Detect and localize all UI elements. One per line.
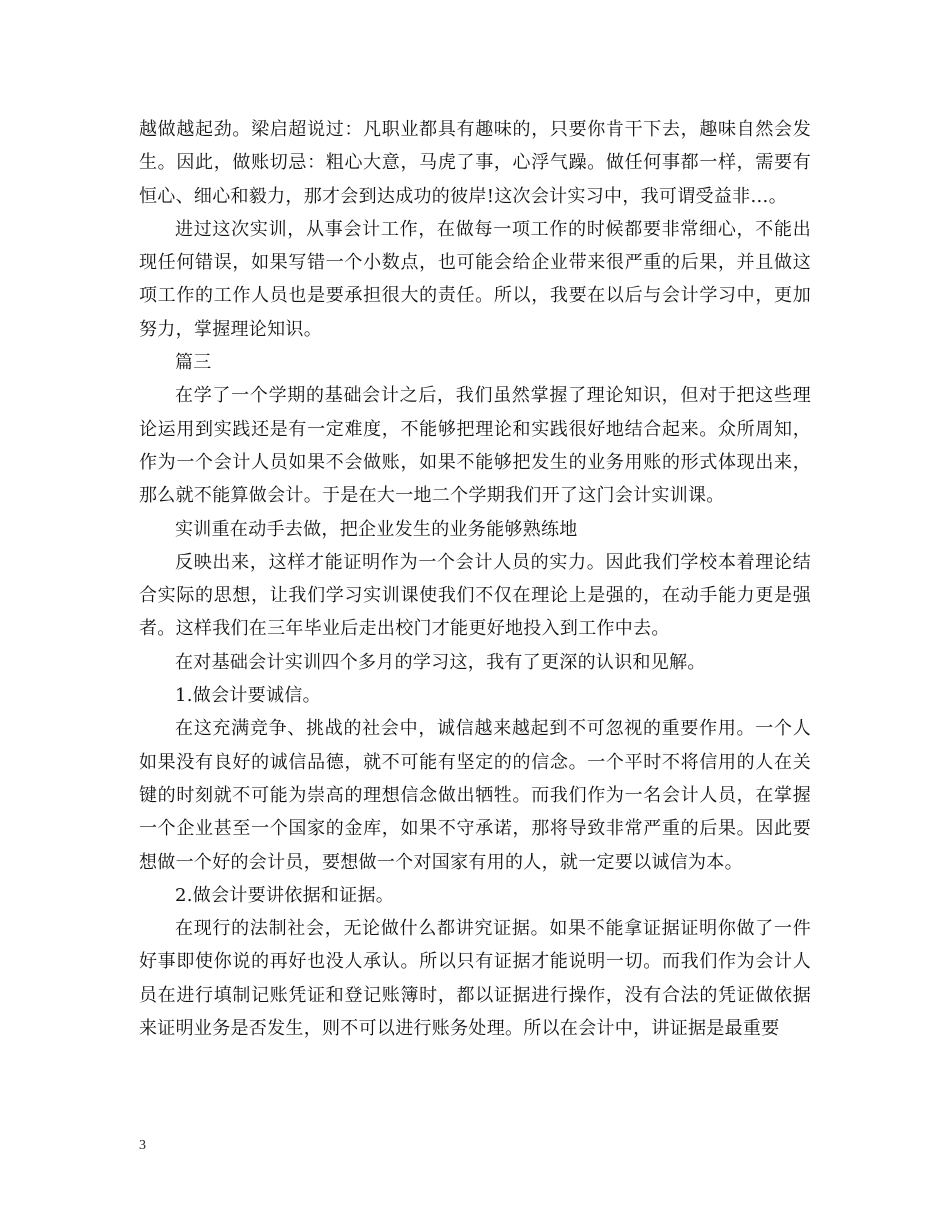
paragraph-2: 进过这次实训，从事会计工作，在做每一项工作的时候都要非常细心，不能出现任何错误，如果写错一个小数点，也可能会给企业带来很严重的后果，并且做这项工作的工作人员也是要承担很大的责任。所以，我要在以后与会计学习中，更加努力，掌握理论知识。 xyxy=(139,218,811,340)
section-heading: 篇三 xyxy=(175,352,212,374)
list-heading-2: 2.做会计要讲依据和证据。 xyxy=(175,884,395,906)
paragraph-7: 在对基础会计实训四个多月的学习这，我有了更深的认识和见解。 xyxy=(175,651,706,673)
paragraph-11: 在现行的法制社会，无论做什么都讲究证据。如果不能拿证据证明你做了一件好事即使你说的再好也没人承认。所以只有证据才能说明一切。而我们作为会计人员在进行填制记账凭证和登记账簿时，都以证据进行操作，没有合法的凭证做依据来证明业务是否发生，则不可以进行账务处理。所以在会计中，讲证据是最重要 xyxy=(139,918,811,1040)
paragraph-6: 反映出来，这样才能证明作为一个会计人员的实力。因此我们学校本着理论结合实际的思想，让我们学习实训课使我们不仅在理论上是强的，在动手能力更是强者。这样我们在三年毕业后走出校门才能更好地投入到工作中去。 xyxy=(139,551,811,640)
paragraph-4: 在学了一个学期的基础会计之后，我们虽然掌握了理论知识，但对于把这些理论运用到实践还是有一定难度，不能够把理论和实践很好地结合起来。众所周知，作为一个会计人员如果不会做账，如果不能够把发生的业务用账的形式体现出来，那么就不能算做会计。于是在大一地二个学期我们开了这门会计实训课。 xyxy=(139,385,811,507)
paragraph-1: 越做越起劲。梁启超说过：凡职业都具有趣味的，只要你肯干下去，趣味自然会发生。因此，做账切忌：粗心大意，马虎了事，心浮气躁。做任何事都一样，需要有恒心、细心和毅力，那才会到达成功的彼岸!这次会计实习中，我可谓受益非…。 xyxy=(139,119,811,207)
list-heading-1: 1.做会计要诚信。 xyxy=(175,685,321,707)
paragraph-5: 实训重在动手去做，把企业发生的业务能够熟练地 xyxy=(175,518,578,540)
body-text xyxy=(139,113,811,1045)
paragraph-9: 在这充满竞争、挑战的社会中，诚信越来越起到不可忽视的重要作用。一个人如果没有良好的诚信品德，就不可能有坚定的的信念。一个平时不将信用的人在关键的时刻就不可能为崇高的理想信念做出牺牲。而我们作为一名会计人员，在掌握一个企业甚至一个国家的金库，如果不守承诺，那将导致非常严重的后果。因此要想做一个好的会计员，要想做一个对国家有用的人，就一定要以诚信为本。 xyxy=(139,718,811,873)
page-number: 3 xyxy=(139,1138,146,1153)
